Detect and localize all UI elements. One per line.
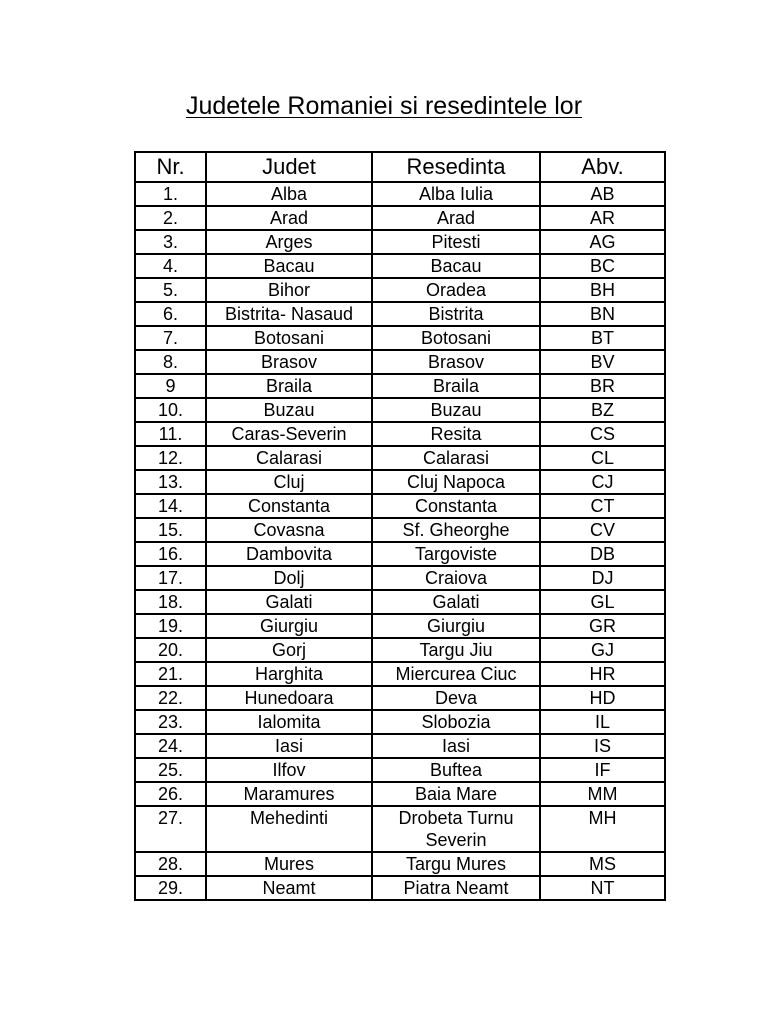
cell-abv: DJ [540, 566, 665, 590]
cell-judet: Ilfov [206, 758, 372, 782]
table-row [135, 350, 665, 374]
cell-nr: 4. [135, 254, 206, 278]
cell-abv: GL [540, 590, 665, 614]
cell-abv: CS [540, 422, 665, 446]
cell-resedinta: Giurgiu [372, 614, 540, 638]
header-nr: Nr. [135, 152, 206, 182]
cell-abv: MM [540, 782, 665, 806]
cell-nr: 24. [135, 734, 206, 758]
cell-abv: MH [540, 806, 665, 852]
cell-resedinta: Botosani [372, 326, 540, 350]
table-row [135, 710, 665, 734]
cell-abv: BN [540, 302, 665, 326]
cell-resedinta: Cluj Napoca [372, 470, 540, 494]
cell-nr: 20. [135, 638, 206, 662]
table-row [135, 662, 665, 686]
table-row [135, 254, 665, 278]
table-row [135, 758, 665, 782]
cell-resedinta: Bistrita [372, 302, 540, 326]
cell-abv: CV [540, 518, 665, 542]
cell-judet: Harghita [206, 662, 372, 686]
cell-nr: 5. [135, 278, 206, 302]
cell-resedinta: Buzau [372, 398, 540, 422]
cell-abv: IL [540, 710, 665, 734]
cell-resedinta: Sf. Gheorghe [372, 518, 540, 542]
table-row [135, 230, 665, 254]
counties-table [134, 151, 666, 901]
cell-nr: 8. [135, 350, 206, 374]
cell-nr: 6. [135, 302, 206, 326]
cell-resedinta: Targu Jiu [372, 638, 540, 662]
header-abv: Abv. [540, 152, 665, 182]
cell-abv: IF [540, 758, 665, 782]
cell-nr: 28. [135, 852, 206, 876]
table-row [135, 374, 665, 398]
cell-nr: 2. [135, 206, 206, 230]
cell-resedinta: Alba Iulia [372, 182, 540, 206]
page-title [0, 90, 768, 122]
cell-nr: 23. [135, 710, 206, 734]
table-row [135, 590, 665, 614]
table-row [135, 326, 665, 350]
cell-nr: 16. [135, 542, 206, 566]
cell-nr: 22. [135, 686, 206, 710]
cell-resedinta: Pitesti [372, 230, 540, 254]
table-row [135, 398, 665, 422]
cell-abv: BR [540, 374, 665, 398]
table-row [135, 686, 665, 710]
cell-resedinta: Iasi [372, 734, 540, 758]
cell-nr: 11. [135, 422, 206, 446]
cell-resedinta: Constanta [372, 494, 540, 518]
cell-nr: 7. [135, 326, 206, 350]
cell-judet: Galati [206, 590, 372, 614]
cell-resedinta: Oradea [372, 278, 540, 302]
cell-abv: IS [540, 734, 665, 758]
table-row [135, 302, 665, 326]
cell-judet: Bacau [206, 254, 372, 278]
cell-judet: Ialomita [206, 710, 372, 734]
table-row [135, 494, 665, 518]
cell-resedinta: Piatra Neamt [372, 876, 540, 900]
cell-nr: 29. [135, 876, 206, 900]
cell-judet: Mures [206, 852, 372, 876]
table-row [135, 422, 665, 446]
table-row [135, 806, 665, 852]
cell-abv: AR [540, 206, 665, 230]
cell-resedinta: Resita [372, 422, 540, 446]
table-row [135, 182, 665, 206]
cell-judet: Bistrita- Nasaud [206, 302, 372, 326]
table-row [135, 518, 665, 542]
cell-resedinta: Craiova [372, 566, 540, 590]
cell-resedinta: Drobeta Turnu Severin [372, 806, 540, 852]
cell-judet: Dolj [206, 566, 372, 590]
table-body [135, 182, 665, 900]
cell-resedinta: Targu Mures [372, 852, 540, 876]
cell-judet: Iasi [206, 734, 372, 758]
cell-nr: 13. [135, 470, 206, 494]
table-row [135, 206, 665, 230]
cell-abv: CJ [540, 470, 665, 494]
cell-judet: Botosani [206, 326, 372, 350]
cell-abv: MS [540, 852, 665, 876]
cell-abv: CL [540, 446, 665, 470]
cell-abv: BZ [540, 398, 665, 422]
cell-abv: AB [540, 182, 665, 206]
cell-nr: 1. [135, 182, 206, 206]
table-row [135, 638, 665, 662]
cell-resedinta: Braila [372, 374, 540, 398]
cell-abv: DB [540, 542, 665, 566]
cell-abv: BH [540, 278, 665, 302]
table-row [135, 470, 665, 494]
cell-nr: 9 [135, 374, 206, 398]
table-row [135, 876, 665, 900]
cell-nr: 19. [135, 614, 206, 638]
cell-abv: BT [540, 326, 665, 350]
cell-nr: 18. [135, 590, 206, 614]
cell-resedinta: Brasov [372, 350, 540, 374]
cell-judet: Covasna [206, 518, 372, 542]
cell-abv: HD [540, 686, 665, 710]
cell-judet: Calarasi [206, 446, 372, 470]
cell-nr: 3. [135, 230, 206, 254]
cell-nr: 27. [135, 806, 206, 852]
cell-resedinta: Miercurea Ciuc [372, 662, 540, 686]
table-header-row [135, 152, 665, 182]
cell-abv: BC [540, 254, 665, 278]
cell-judet: Gorj [206, 638, 372, 662]
cell-judet: Maramures [206, 782, 372, 806]
cell-nr: 21. [135, 662, 206, 686]
cell-resedinta: Targoviste [372, 542, 540, 566]
cell-nr: 17. [135, 566, 206, 590]
cell-resedinta: Deva [372, 686, 540, 710]
cell-judet: Caras-Severin [206, 422, 372, 446]
table-row [135, 446, 665, 470]
cell-judet: Dambovita [206, 542, 372, 566]
table-row [135, 566, 665, 590]
cell-judet: Arges [206, 230, 372, 254]
cell-nr: 10. [135, 398, 206, 422]
header-judet: Judet [206, 152, 372, 182]
cell-abv: AG [540, 230, 665, 254]
cell-judet: Hunedoara [206, 686, 372, 710]
cell-nr: 25. [135, 758, 206, 782]
cell-resedinta: Galati [372, 590, 540, 614]
cell-nr: 14. [135, 494, 206, 518]
cell-nr: 26. [135, 782, 206, 806]
cell-judet: Brasov [206, 350, 372, 374]
cell-judet: Bihor [206, 278, 372, 302]
cell-resedinta: Buftea [372, 758, 540, 782]
table-row [135, 542, 665, 566]
table-row [135, 614, 665, 638]
cell-judet: Giurgiu [206, 614, 372, 638]
cell-judet: Buzau [206, 398, 372, 422]
cell-resedinta: Baia Mare [372, 782, 540, 806]
cell-judet: Constanta [206, 494, 372, 518]
cell-judet: Arad [206, 206, 372, 230]
cell-abv: CT [540, 494, 665, 518]
table-row [135, 782, 665, 806]
cell-abv: NT [540, 876, 665, 900]
table-row [135, 278, 665, 302]
table-row [135, 852, 665, 876]
page-title-text: Judetele Romaniei si resedintele lor [185, 92, 583, 120]
cell-resedinta: Slobozia [372, 710, 540, 734]
table-row [135, 734, 665, 758]
cell-resedinta: Arad [372, 206, 540, 230]
cell-judet: Cluj [206, 470, 372, 494]
cell-judet: Neamt [206, 876, 372, 900]
cell-abv: BV [540, 350, 665, 374]
cell-judet: Braila [206, 374, 372, 398]
cell-nr: 15. [135, 518, 206, 542]
cell-resedinta: Bacau [372, 254, 540, 278]
cell-abv: GJ [540, 638, 665, 662]
cell-resedinta: Calarasi [372, 446, 540, 470]
cell-abv: GR [540, 614, 665, 638]
cell-nr: 12. [135, 446, 206, 470]
header-resedinta: Resedinta [372, 152, 540, 182]
cell-judet: Alba [206, 182, 372, 206]
cell-judet: Mehedinti [206, 806, 372, 852]
cell-abv: HR [540, 662, 665, 686]
